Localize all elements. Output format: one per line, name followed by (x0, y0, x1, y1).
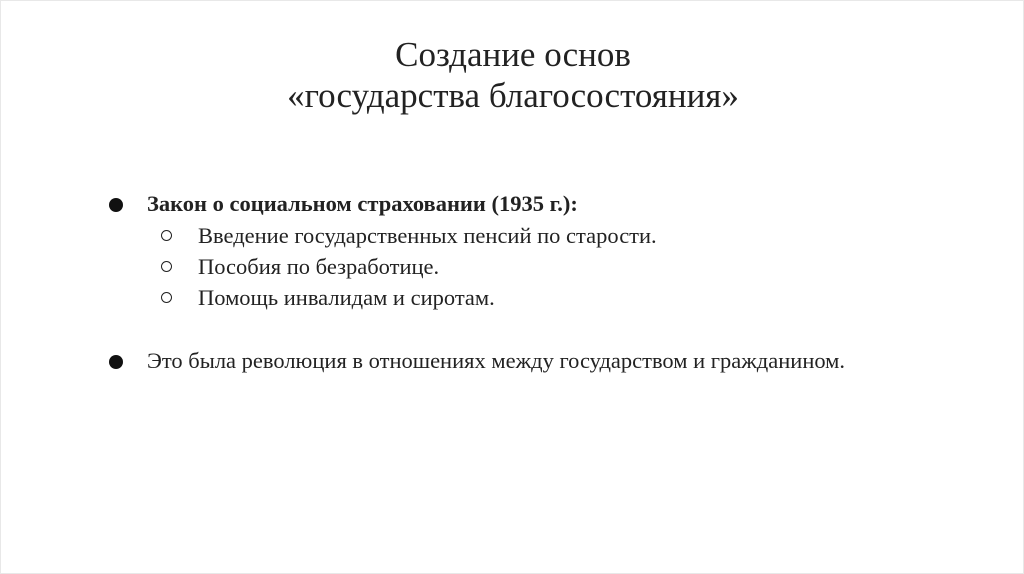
sub-bullet-item-unemployment (161, 252, 921, 282)
hollow-bullet-icon (161, 261, 172, 272)
sub-bullet-text-unemployment: Пособия по безработице. (198, 254, 440, 279)
bullet-item-revolution (109, 345, 849, 377)
bullet-item-law (109, 188, 929, 220)
sub-bullet-item-disabled (161, 283, 921, 313)
sub-bullet-text-disabled: Помощь инвалидам и сиротам. (198, 285, 495, 310)
hollow-bullet-icon (161, 292, 172, 303)
slide-title (1, 34, 1024, 116)
hollow-bullet-icon (161, 230, 172, 241)
bullet-text-revolution: Это была революция в отношениях между государством и гражданином. (147, 348, 846, 373)
sub-bullet-item-pensions (161, 221, 921, 251)
bullet-text-law: Закон о социальном страховании (1935 г.): (147, 191, 578, 216)
filled-bullet-icon (109, 355, 123, 369)
filled-bullet-icon (109, 198, 123, 212)
slide-title-line-2: «государства благосостояния» (287, 76, 739, 115)
slide-title-line-1: Создание основ (395, 35, 631, 74)
sub-bullet-text-pensions: Введение государственных пенсий по старости. (198, 223, 657, 248)
